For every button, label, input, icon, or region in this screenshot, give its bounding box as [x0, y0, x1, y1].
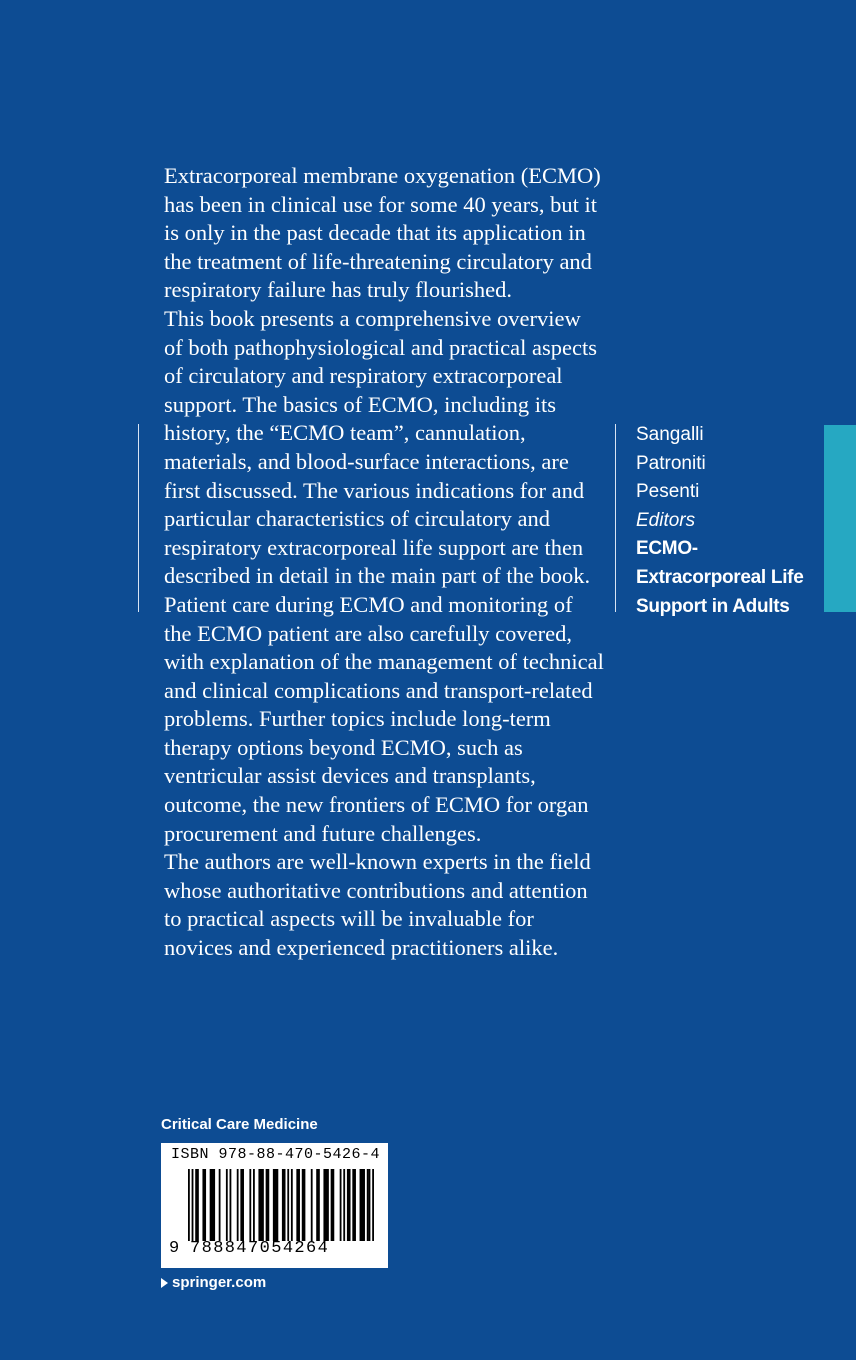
barcode-bar	[311, 1169, 313, 1241]
ean-digits: 788847054264	[190, 1239, 330, 1258]
barcode-bar	[282, 1169, 286, 1241]
barcode-bar	[188, 1169, 190, 1241]
editors-block	[636, 421, 816, 621]
barcode-bar	[192, 1169, 194, 1241]
barcode-bar	[372, 1169, 374, 1241]
barcode-bar	[360, 1169, 365, 1241]
barcode-bar	[316, 1169, 320, 1241]
barcode-bar	[343, 1169, 345, 1241]
blurb-paragraph-2: This book presents a comprehensive overview of both pathophysiological and practical aspects of circulatory and respiratory extracorporeal support. The basics of ECMO, including its history, the “ECMO team”, cannulation, materials, and blood-surface interactions, are first discussed. The various indications for and particular characteristics of circulatory and respiratory extracorporeal life support are then described in detail in the main part of the book. Patient care during ECMO and monitoring of the ECMO patient are also carefully covered, with explanation of the management of technical and clinical complications and transport-related problems. Further topics include long-term therapy options beyond ECMO, such as ventricular assist devices and transplants, outcome, the new frontiers of ECMO for organ procurement and future challenges.	[164, 305, 604, 846]
barcode-bar	[258, 1169, 263, 1241]
barcode-bar	[296, 1169, 300, 1241]
publisher-link[interactable]	[161, 1274, 266, 1291]
barcode-bar	[291, 1169, 293, 1241]
book-title: ECMO-Extracorporeal Life Support in Adults	[636, 538, 804, 617]
editors-role-label: Editors	[636, 509, 696, 531]
barcode-bar	[352, 1169, 356, 1241]
barcode-bar	[195, 1169, 199, 1241]
barcode-bar	[367, 1169, 369, 1241]
editor-name: Patroniti	[636, 452, 706, 474]
triangle-right-icon	[161, 1278, 168, 1288]
barcode-bar	[237, 1169, 239, 1241]
barcode-bar	[219, 1169, 221, 1241]
editor-name: Pesenti	[636, 481, 700, 503]
right-divider-line	[615, 424, 616, 612]
barcode-bar	[273, 1169, 278, 1241]
barcode-bar	[302, 1169, 306, 1241]
blurb-paragraph-3: The authors are well-known experts in the field whose authoritative contributions and attention to practical aspects will be invaluable for novices and experienced practitioners alike.	[164, 849, 591, 961]
back-cover-blurb	[164, 162, 604, 963]
series-name: Critical Care Medicine	[161, 1116, 318, 1133]
barcode-bar	[369, 1169, 371, 1241]
barcode-bar	[340, 1169, 342, 1241]
barcode-bar	[347, 1169, 351, 1241]
barcode-bar	[240, 1169, 244, 1241]
barcode-bar	[266, 1169, 270, 1241]
barcode-bar	[331, 1169, 335, 1241]
editor-name: Sangalli	[636, 424, 704, 445]
blurb-paragraph-1: Extracorporeal membrane oxygenation (ECMO) has been in clinical use for some 40 years, but it is only in the past decade that its application in the treatment of life-threatening circulatory and respiratory failure has truly flourished.	[164, 163, 601, 303]
barcode-bar	[253, 1169, 255, 1241]
barcode-bar	[226, 1169, 228, 1241]
barcode-bar	[210, 1169, 215, 1241]
accent-color-bar	[824, 425, 856, 612]
isbn-barcode	[161, 1143, 388, 1268]
barcode-bars	[188, 1169, 378, 1241]
barcode-bar	[202, 1169, 206, 1241]
barcode-bar	[249, 1169, 251, 1241]
isbn-label: ISBN 978-88-470-5426-4	[171, 1146, 381, 1163]
barcode-bar	[230, 1169, 232, 1241]
publisher-link-text: springer.com	[172, 1274, 267, 1291]
barcode-bar	[287, 1169, 289, 1241]
left-divider-line	[138, 424, 139, 612]
ean-first-digit: 9	[169, 1239, 180, 1258]
barcode-bar	[323, 1169, 328, 1241]
